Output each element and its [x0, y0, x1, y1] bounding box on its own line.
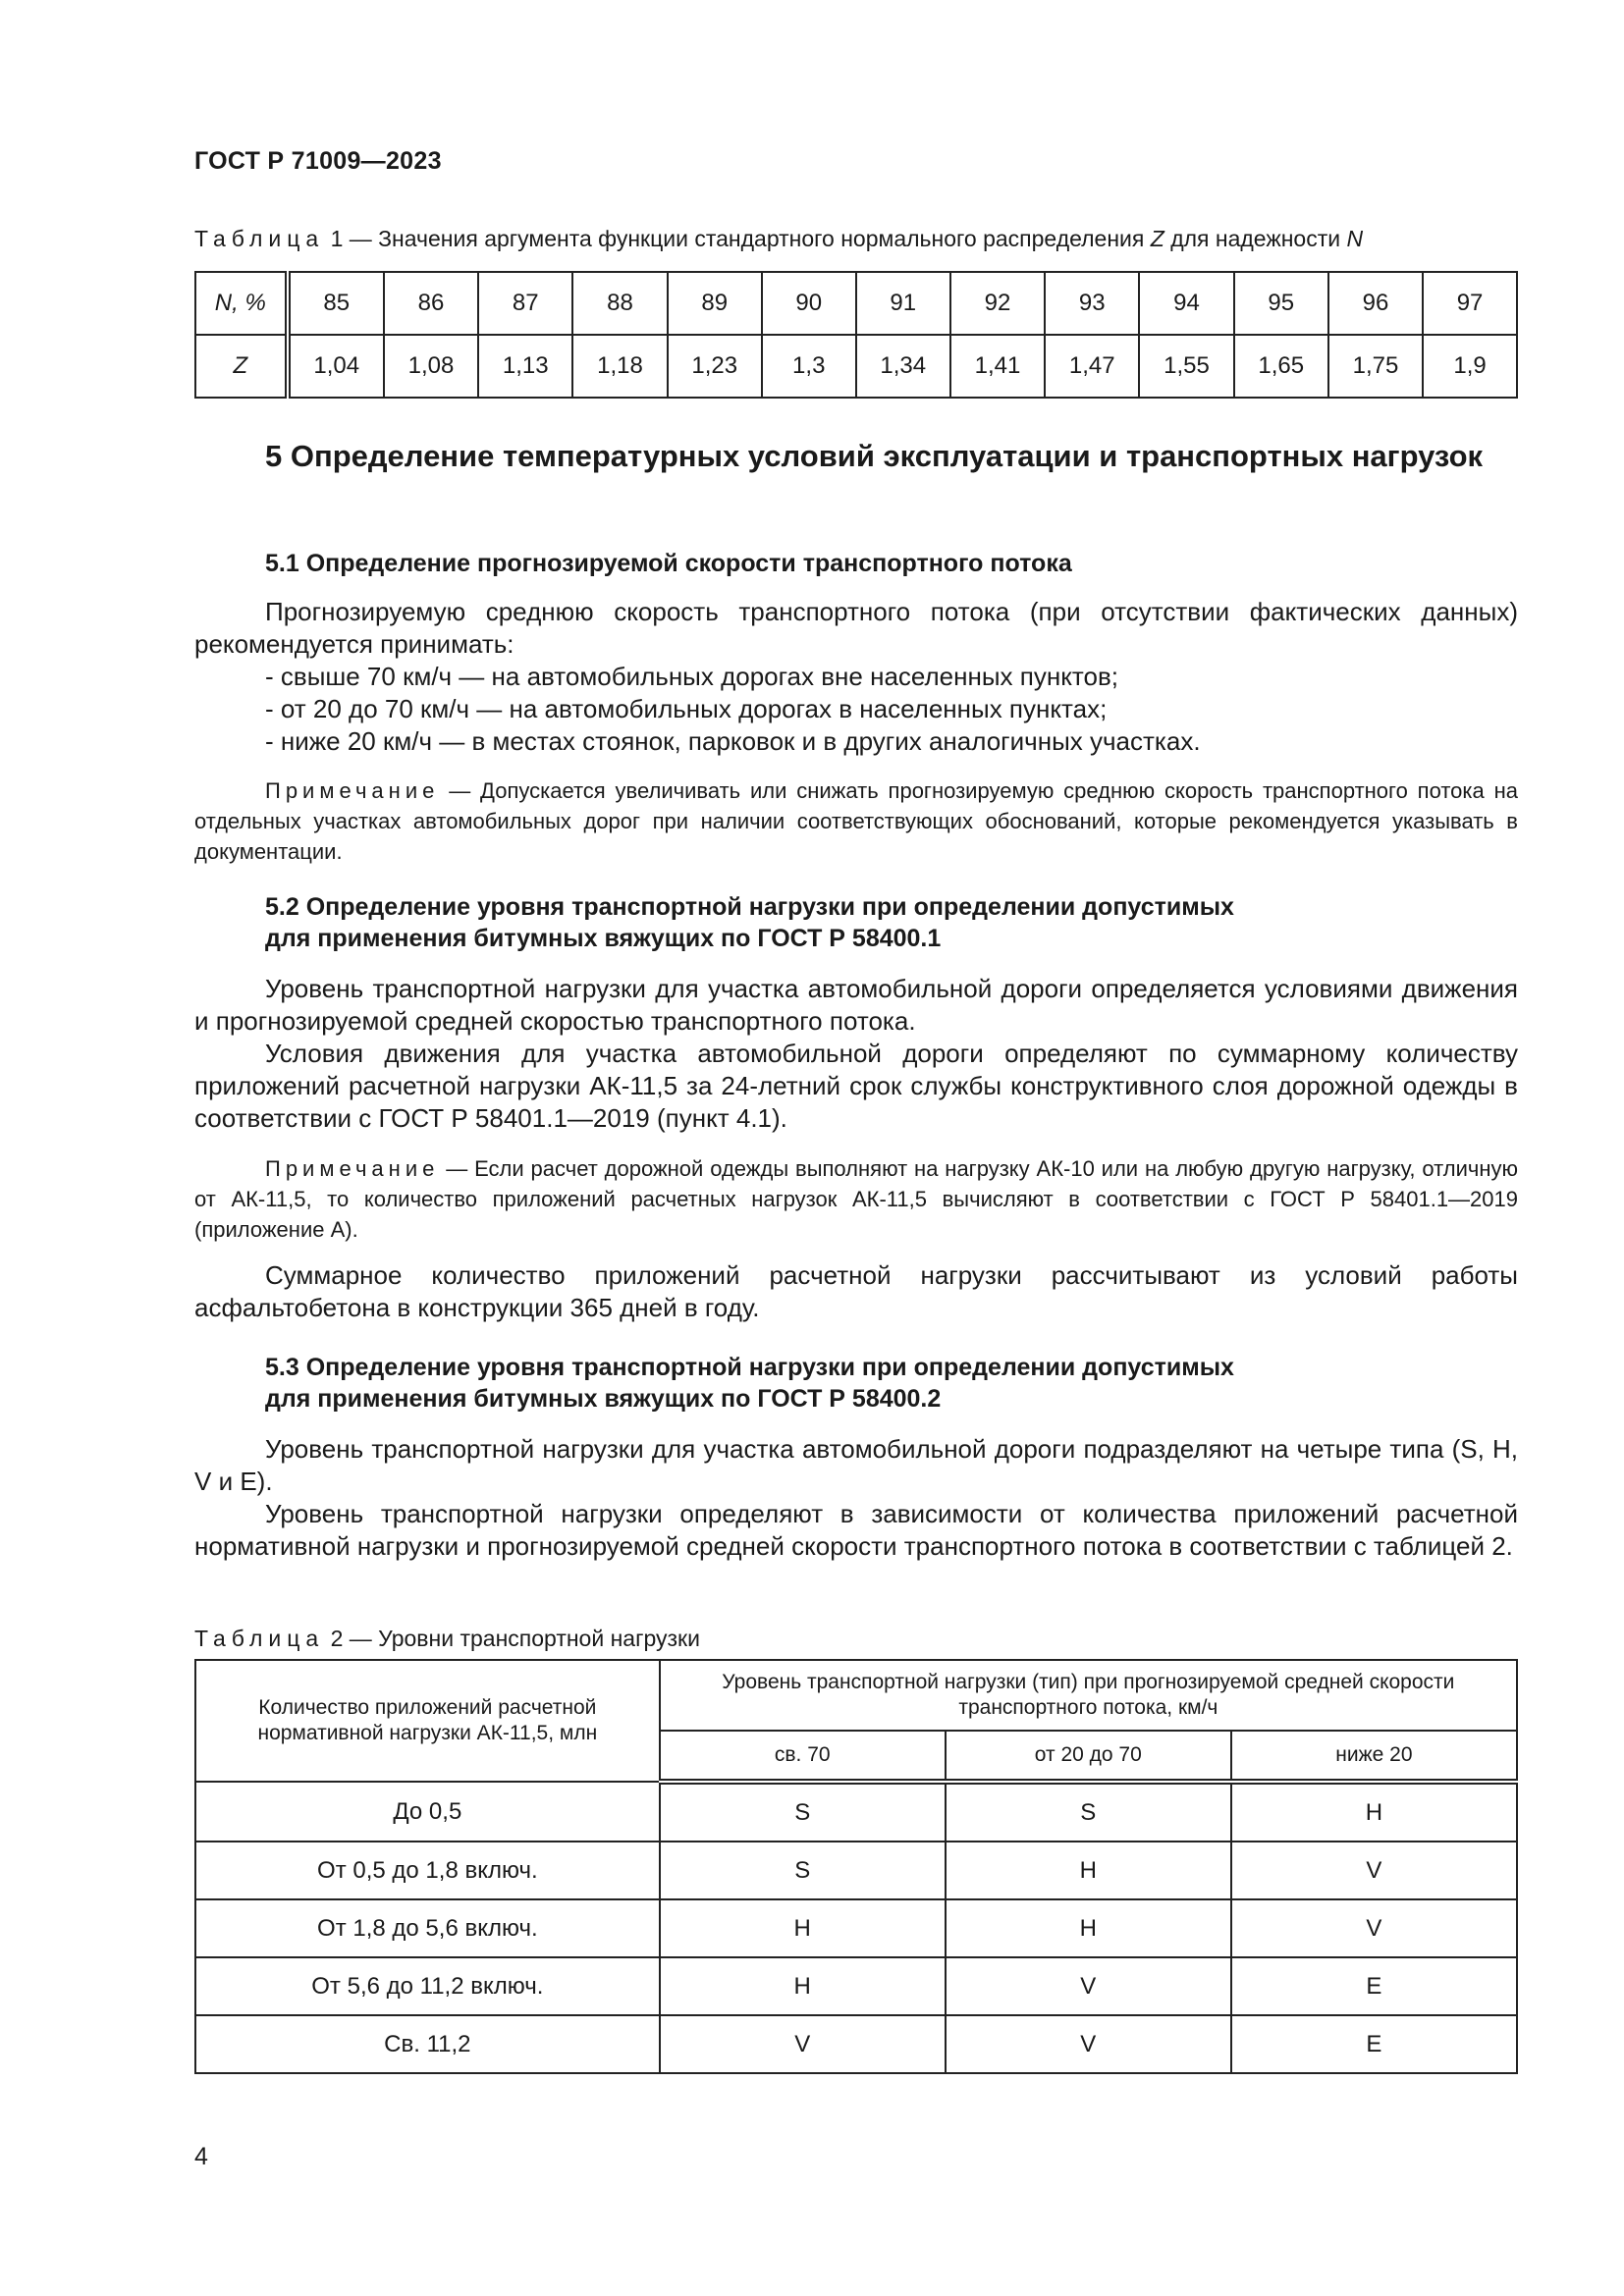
paragraph: Прогнозируемую среднюю скорость транспортного потока (при отсутствии фактических данных) рекомендуется принимать: — [194, 597, 1518, 659]
heading-line: для применения битумных вяжущих по ГОСТ Р 58400.1 — [265, 925, 942, 952]
table2-cell: V — [1231, 1899, 1517, 1957]
table1-row-z-label: Z — [195, 335, 288, 398]
table2-subheader: св. 70 — [660, 1731, 946, 1782]
table1-n-cell: 93 — [1045, 272, 1139, 335]
list-item: - ниже 20 км/ч — в местах стоянок, парковок и в других аналогичных участках. — [265, 726, 1201, 756]
note-5-1 — [194, 775, 1518, 867]
table1-n-cell: 95 — [1234, 272, 1328, 335]
table1-z-cell: 1,47 — [1045, 335, 1139, 398]
table-row — [195, 1842, 1517, 1899]
table-row — [195, 1782, 1517, 1842]
list-item: - от 20 до 70 км/ч — на автомобильных дорогах в населенных пунктах; — [265, 694, 1108, 723]
table-row — [195, 2015, 1517, 2073]
table2-cell: S — [660, 1842, 946, 1899]
heading-line: для применения битумных вяжущих по ГОСТ Р 58400.2 — [265, 1385, 942, 1413]
table2-caption — [194, 1626, 700, 1652]
table1-z-cell: 1,3 — [762, 335, 856, 398]
table2-row-label: До 0,5 — [195, 1782, 660, 1842]
table1-n-cell: 89 — [668, 272, 762, 335]
table2-cell: H — [946, 1842, 1231, 1899]
subsection-5-2-body — [194, 973, 1518, 1135]
paragraph: Условия движения для участка автомобильной дороги определяют по суммарному количеству приложений расчетной нагрузки АК-11,5 за 24-летний срок службы конструктивного слоя дорожной одежды в соответствии с ГОСТ Р 58401.1—2019 (пункт 4.1). — [194, 1039, 1518, 1133]
note-text: — Если расчет дорожной одежды выполняют на нагрузку АК-10 или на любую другую нагрузку, отличную от АК-11,5, то количество приложений расчетных нагрузок АК-11,5 вычисляют в соответствии с ГОСТ Р 58401.1—2019 (приложение А). — [194, 1156, 1518, 1242]
document-number-header: ГОСТ Р 71009—2023 — [194, 147, 442, 175]
table1-n-cell: 90 — [762, 272, 856, 335]
table1-n-cell: 91 — [856, 272, 950, 335]
table2-group-header: Уровень транспортной нагрузки (тип) при прогнозируемой средней скорости транспортного потока, км/ч — [660, 1660, 1517, 1731]
table2-cell: H — [946, 1899, 1231, 1957]
paragraph: Уровень транспортной нагрузки для участка автомобильной дороги подразделяют на четыре типа (S, H, V и E). — [194, 1434, 1518, 1496]
table1-z-cell: 1,08 — [384, 335, 478, 398]
table1-z-cell: 1,41 — [950, 335, 1045, 398]
table1-caption-var-z: Z — [1150, 226, 1164, 251]
table1-z-cell: 1,18 — [572, 335, 667, 398]
table2-cell: H — [660, 1899, 946, 1957]
table1-n-cell: 86 — [384, 272, 478, 335]
list-item: - свыше 70 км/ч — на автомобильных дорогах вне населенных пунктов; — [265, 662, 1118, 691]
table1-z-cell: 1,13 — [478, 335, 572, 398]
note-label: Примечание — [265, 1156, 440, 1181]
heading-line: 5.3 Определение уровня транспортной нагрузки при определении допустимых — [265, 1354, 1234, 1381]
table1-caption-text: 1 — Значения аргумента функции стандартного нормального распределения — [324, 226, 1151, 251]
subsection-5-2-heading — [265, 891, 1512, 954]
table2-row-label: От 0,5 до 1,8 включ. — [195, 1842, 660, 1899]
table2-row-label: От 1,8 до 5,6 включ. — [195, 1899, 660, 1957]
table2-traffic-load-levels — [194, 1659, 1518, 2074]
table1-caption-mid: для надежности — [1164, 226, 1347, 251]
table2-cell: H — [1231, 1782, 1517, 1842]
subsection-5-3-body — [194, 1433, 1518, 1563]
subsection-5-1-heading: 5.1 Определение прогнозируемой скорости транспортного потока — [265, 550, 1072, 577]
paragraph: Уровень транспортной нагрузки определяют в зависимости от количества приложений расчетной нормативной нагрузки и прогнозируемой средней скорости транспортного потока в соответствии с таблицей 2. — [194, 1499, 1518, 1561]
table1-row-n-label: N, % — [195, 272, 288, 335]
table2-caption-prefix: Таблица — [194, 1626, 325, 1651]
table-row — [195, 1957, 1517, 2015]
table2-cell: V — [946, 2015, 1231, 2073]
paragraph: Уровень транспортной нагрузки для участка автомобильной дороги определяется условиями движения и прогнозируемой средней скоростью транспортного потока. — [194, 974, 1518, 1036]
note-label: Примечание — [265, 778, 440, 803]
table1-reliability-arguments — [194, 271, 1518, 399]
table1-z-cell: 1,55 — [1139, 335, 1233, 398]
table1-n-cell: 96 — [1328, 272, 1423, 335]
table2-cell: E — [1231, 2015, 1517, 2073]
table1-z-cell: 1,65 — [1234, 335, 1328, 398]
note-text: — Допускается увеличивать или снижать прогнозируемую среднюю скорость транспортного потока на отдельных участках автомобильных дорог при наличии соответствующих обоснований, которые рекомендуется указывать в документации. — [194, 778, 1518, 864]
table2-cell: S — [660, 1782, 946, 1842]
table1-z-cell: 1,34 — [856, 335, 950, 398]
subsection-5-1-body — [194, 596, 1518, 758]
table1-z-cell: 1,23 — [668, 335, 762, 398]
table2-subheader: от 20 до 70 — [946, 1731, 1231, 1782]
table2-subheader: ниже 20 — [1231, 1731, 1517, 1782]
table1-z-cell: 1,04 — [288, 335, 384, 398]
section5-heading: 5 Определение температурных условий эксплуатации и транспортных нагрузок — [265, 439, 1484, 473]
table1-n-cell: 87 — [478, 272, 572, 335]
table2-col0-header: Количество приложений расчетной нормативной нагрузки АК-11,5, млн — [195, 1660, 660, 1782]
table2-cell: E — [1231, 1957, 1517, 2015]
table2-cell: H — [660, 1957, 946, 2015]
table2-header-row — [195, 1660, 1517, 1731]
table2-row-label: Св. 11,2 — [195, 2015, 660, 2073]
table1-z-cell: 1,75 — [1328, 335, 1423, 398]
subsection-5-3-heading — [265, 1352, 1512, 1415]
table1-caption — [194, 226, 1363, 252]
table2-caption-text: 2 — Уровни транспортной нагрузки — [324, 1626, 700, 1651]
table2-cell: S — [946, 1782, 1231, 1842]
table1-n-cell: 94 — [1139, 272, 1233, 335]
paragraph: Суммарное количество приложений расчетной нагрузки рассчитывают из условий работы асфальтобетона в конструкции 365 дней в году. — [194, 1260, 1518, 1322]
subsection-5-2-body-continued — [194, 1259, 1518, 1324]
table1-row-z — [195, 335, 1517, 398]
table1-n-cell: 85 — [288, 272, 384, 335]
table1-caption-prefix: Таблица — [194, 226, 325, 251]
table2-row-label: От 5,6 до 11,2 включ. — [195, 1957, 660, 2015]
table2-cell: V — [946, 1957, 1231, 2015]
table1-n-cell: 92 — [950, 272, 1045, 335]
page-number: 4 — [194, 2143, 208, 2170]
table2-cell: V — [1231, 1842, 1517, 1899]
table-row — [195, 1899, 1517, 1957]
table1-row-n — [195, 272, 1517, 335]
table1-z-cell: 1,9 — [1423, 335, 1517, 398]
table2-cell: V — [660, 2015, 946, 2073]
table1-n-cell: 88 — [572, 272, 667, 335]
note-5-2 — [194, 1153, 1518, 1245]
table1-caption-var-n: N — [1346, 226, 1364, 251]
table1-n-cell: 97 — [1423, 272, 1517, 335]
heading-line: 5.2 Определение уровня транспортной нагрузки при определении допустимых — [265, 893, 1234, 921]
